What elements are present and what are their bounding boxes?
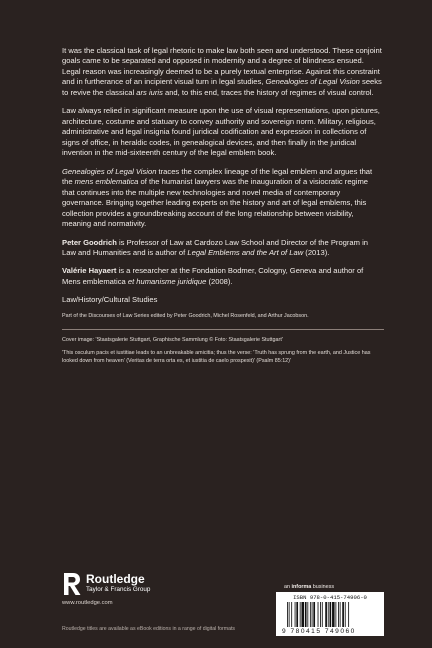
barcode-bar xyxy=(348,602,349,627)
barcode-bar xyxy=(322,602,323,627)
publisher-group: Taylor & Francis Group xyxy=(86,586,151,593)
barcode-bars xyxy=(287,602,373,627)
informa-business-label xyxy=(284,584,334,590)
informa-prefix: an xyxy=(284,584,292,590)
isbn-barcode xyxy=(276,592,384,636)
barcode-bar xyxy=(342,602,344,627)
isbn-digits: 9 780415 749060 xyxy=(282,628,356,635)
barcode-bar xyxy=(330,602,332,627)
blurb-text: traces the complex lineage of the legal emblem and argues that the xyxy=(62,166,373,187)
barcode-bar xyxy=(296,602,298,627)
barcode-bar xyxy=(335,602,336,627)
informa-brand: informa xyxy=(291,584,312,590)
barcode-bar xyxy=(338,602,339,627)
routledge-r-icon xyxy=(62,572,82,596)
bio-text: is a researcher at the Fondation Bodmer, Cologny, Geneva and author of Mens emblematica xyxy=(62,266,364,286)
barcode-bar xyxy=(325,602,327,627)
barcode-bar xyxy=(307,602,308,627)
blurb-paragraph-3 xyxy=(62,167,382,230)
subject-category: Law/History/Cultural Studies xyxy=(62,295,158,305)
series-note: Part of the Discourses of Law Series edited by Peter Goodrich, Michel Rosenfeld, and Arthur Jacobson. xyxy=(62,312,309,319)
barcode-bar xyxy=(295,602,296,627)
barcode-bar xyxy=(318,602,319,627)
barcode-bar xyxy=(289,602,290,627)
barcode-bar xyxy=(305,602,307,627)
latin-term: mens emblematica xyxy=(74,177,139,187)
informa-suffix: business xyxy=(311,584,335,590)
book-title-italic: Genealogies of Legal Vision xyxy=(265,77,360,87)
blurb-text: and, to this end, traces the history of regimes of visual control. xyxy=(162,87,374,97)
book-title-italic: Genealogies of Legal Vision xyxy=(62,166,157,176)
latin-term: ars iuris xyxy=(136,87,163,97)
author-name: Valérie Hayaert xyxy=(62,266,117,276)
divider xyxy=(62,329,384,330)
barcode-bar xyxy=(328,602,329,627)
barcode-bar xyxy=(313,602,315,627)
barcode-bar xyxy=(300,602,301,627)
cover-image-credit: Cover image: 'Staatsgalerie Stuttgart, Graphische Sammlung © Foto: Staatsgalerie Stuttgart' xyxy=(62,337,283,344)
book-title-italic: et humanisme juridique xyxy=(127,276,207,286)
bio-text: is Professor of Law at Cardozo Law School and Director of the Program in Law and Humanities and is author of xyxy=(62,237,368,257)
bio-goodrich xyxy=(62,238,382,259)
blurb-text: of the humanist lawyers was the inauguration of a visiocratic regime that continues into the multiple new technologies and novel media of contemporary governance. Bringing together leading experts on the history and art of legal emblems, this collection provides a groundbreaking account of the long relationship between visibility, meaning and normativity. xyxy=(62,177,369,229)
barcode-bar xyxy=(320,602,321,627)
barcode-bar xyxy=(301,602,304,627)
barcode-bar xyxy=(345,602,346,627)
blurb-text: It was the classical task of legal rhetoric to make law both seen and understood. These conjoint goals came to be separated and opposed in modernity and a degree of blindness ensued. Legal reason was increasingly deemed to be a purely textual enterprise. Against this constraint and in furtherance of an incipient visual turn in legal studies, xyxy=(62,46,382,87)
barcode-bar xyxy=(340,602,341,627)
author-name: Peter Goodrich xyxy=(62,237,117,247)
book-title-italic: Legal Emblems and the Art of Law xyxy=(187,247,304,257)
blurb-text: seeks to revive the classical xyxy=(62,77,382,97)
blurb-paragraph-2: Law always relied in significant measure upon the use of visual representations, upon pictures, architecture, costume and statuary to convey authority and sovereign norm. Military, religious, administrative and legal insignia found juridical codification and expression in collections of signs of office, in heraldic codes, in genealogical devices, and then finally in the juridical invention in the mid-sixteenth century of the legal emblem book. xyxy=(62,106,380,158)
cover-credits xyxy=(62,337,382,365)
barcode-bar xyxy=(287,602,288,627)
barcode-bar xyxy=(291,602,292,627)
barcode-bar xyxy=(310,602,311,627)
barcode-bar xyxy=(332,602,335,627)
bio-text: (2008). xyxy=(206,276,233,286)
back-cover-text xyxy=(62,46,382,371)
isbn-label: ISBN 978-0-415-74906-0 xyxy=(293,594,367,601)
bio-text: (2013). xyxy=(303,247,330,257)
publisher-name: Routledge xyxy=(86,572,145,586)
cover-quote: 'This osculum pacis et iustitiae leads to an unbreakable amicitia; thus the verse: 'Truth has sprung from the earth, and Justice has looked down from heaven' (Veritas de terra orta es, et iustitia de caelo prospexit)' (Psalm 85:12)' xyxy=(62,350,371,365)
bio-hayaert xyxy=(62,266,382,287)
ebook-note: Routledge titles are available as eBook editions in a range of digital formats xyxy=(62,626,236,632)
routledge-mark-icon xyxy=(62,572,82,596)
publisher-url[interactable]: www.routledge.com xyxy=(62,600,113,606)
blurb-paragraph-1 xyxy=(62,46,382,98)
barcode-bar xyxy=(312,602,313,627)
